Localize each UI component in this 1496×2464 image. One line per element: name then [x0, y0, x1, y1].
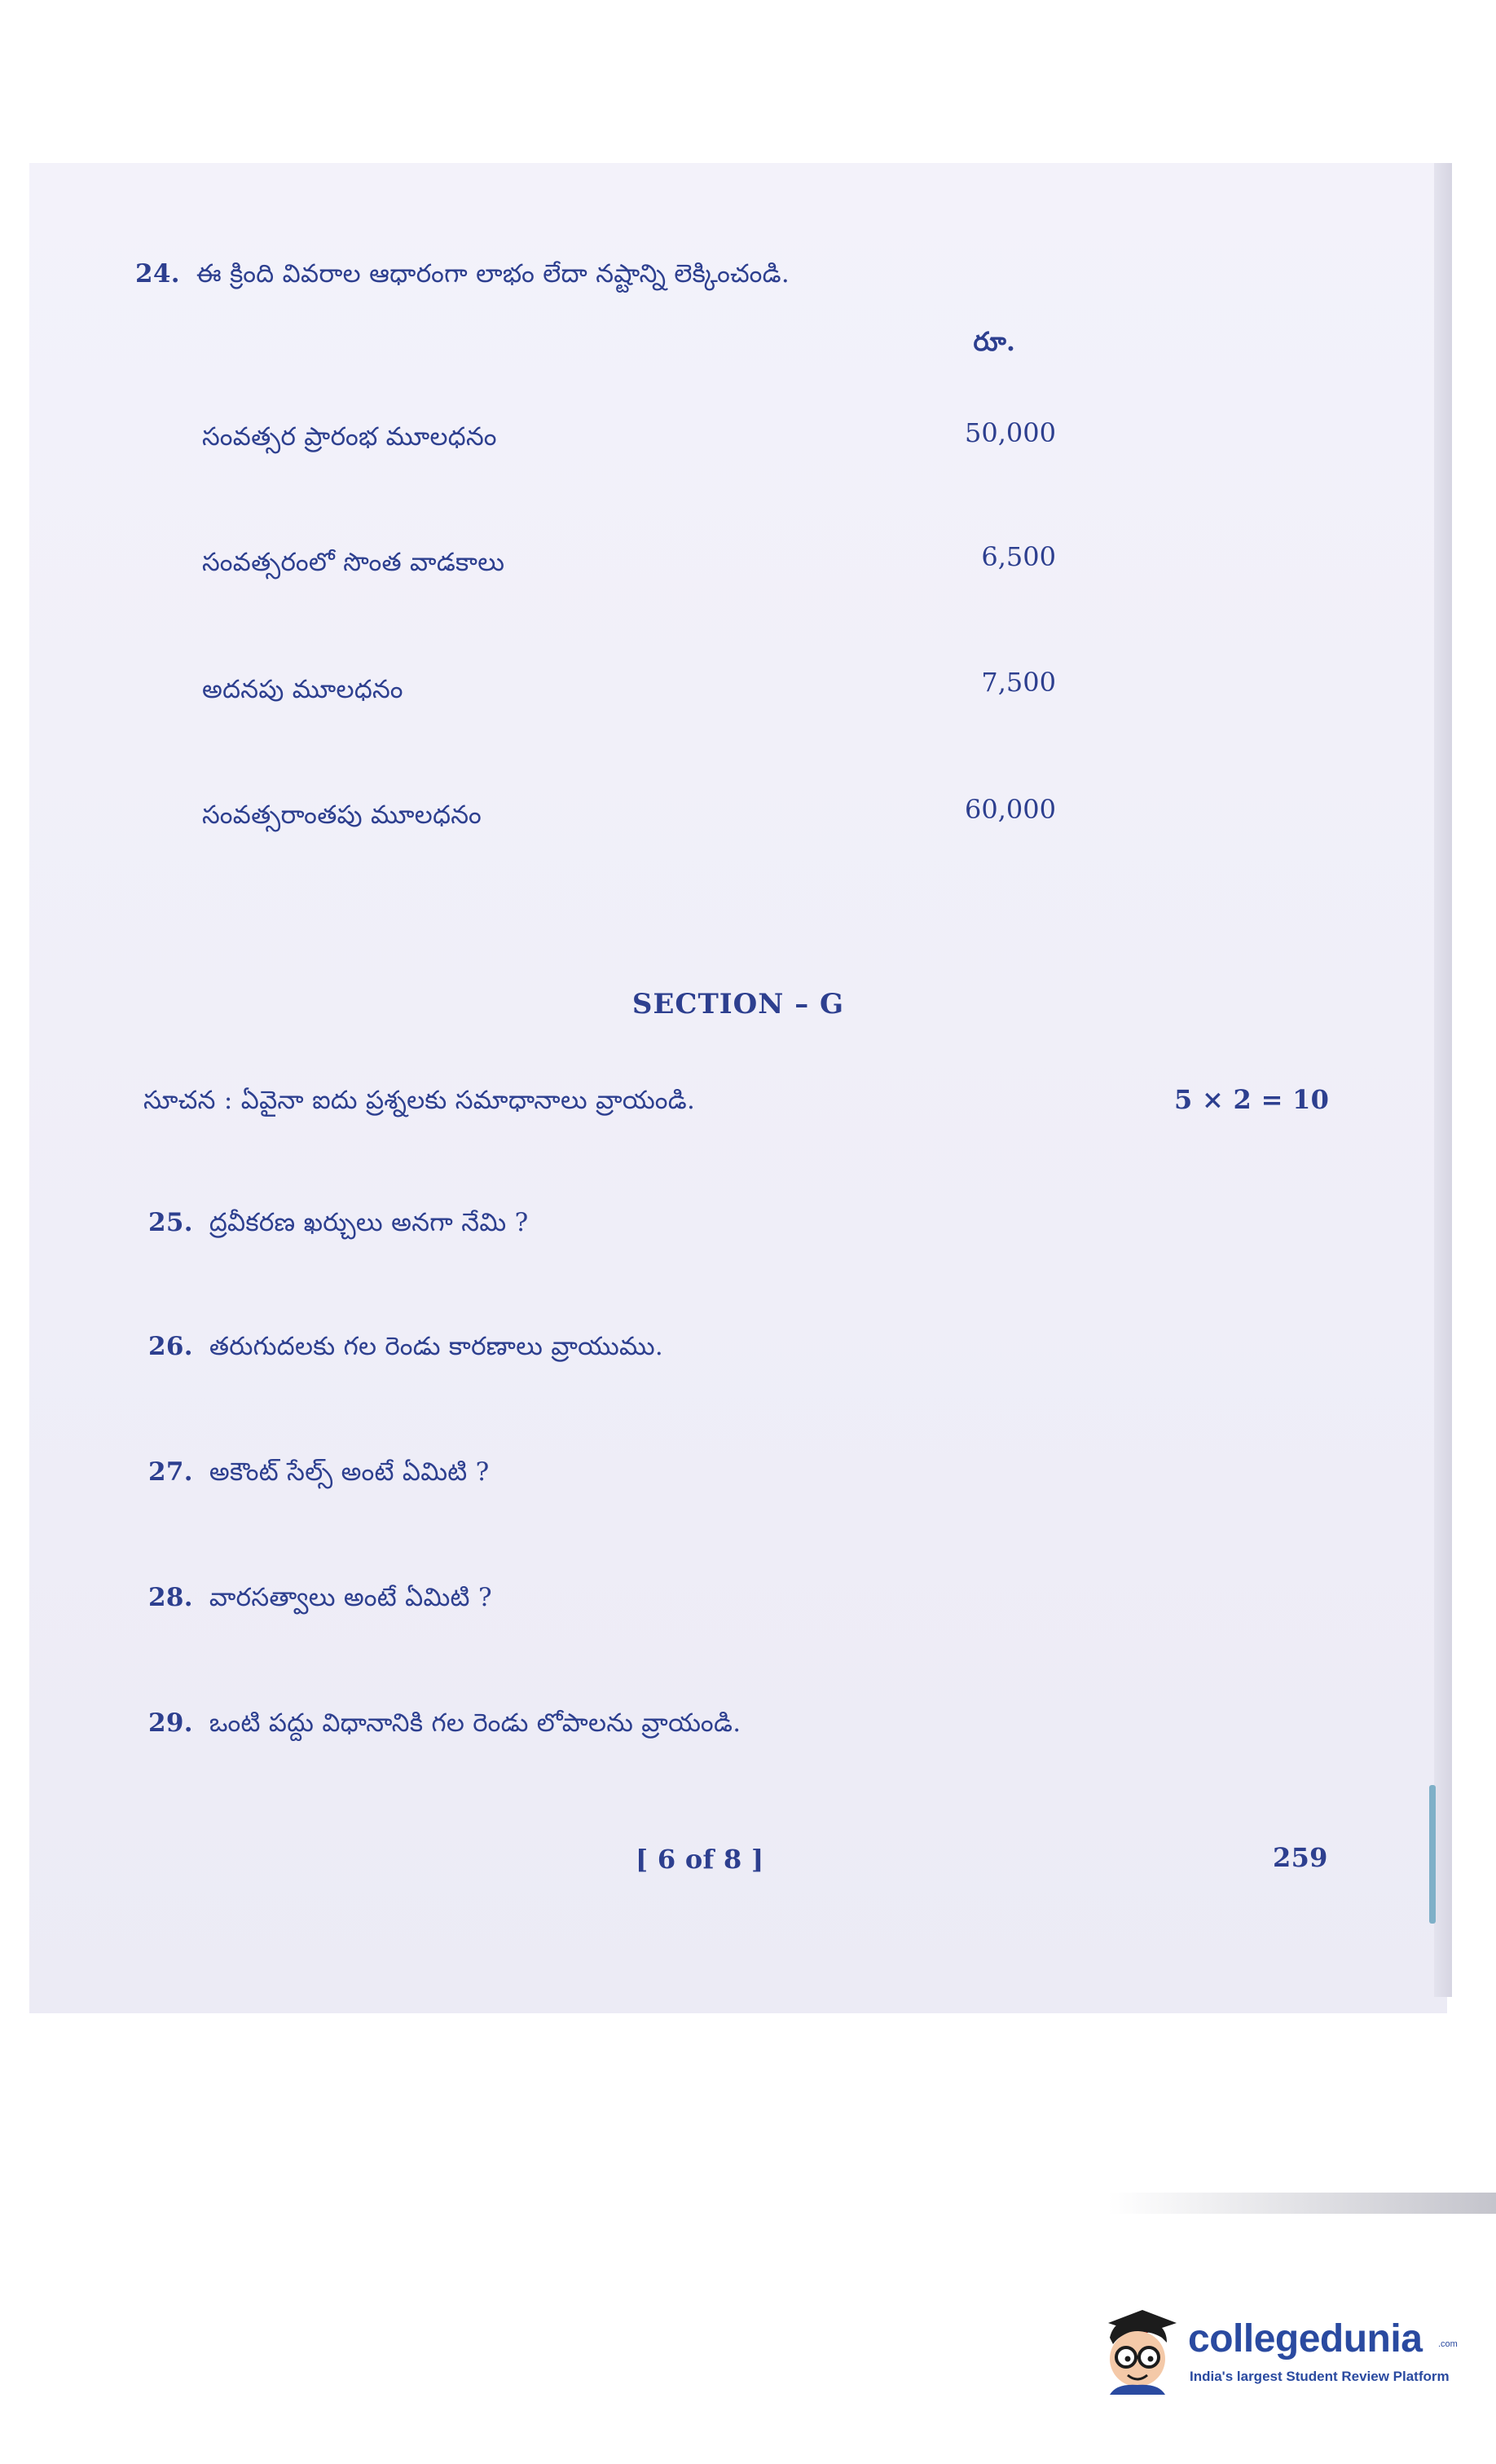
item-label: సంవత్సరాంతపు మూలధనం: [202, 800, 482, 830]
question-26: [148, 1332, 663, 1367]
question-27: [148, 1457, 490, 1492]
scan-shadow: [1108, 2193, 1496, 2214]
question-number: 29.: [148, 1708, 193, 1738]
item-label: సంవత్సరంలో సొంత వాడకాలు: [202, 548, 505, 577]
item-amount: 50,000: [965, 417, 1056, 448]
question-number: 25.: [148, 1208, 193, 1237]
item-label: అదనపు మూలధనం: [202, 675, 403, 704]
section-marks: 5 × 2 = 10: [1174, 1084, 1330, 1115]
item-amount: 7,500: [981, 667, 1056, 698]
collegedunia-logo: [1092, 2305, 1458, 2395]
brand-dotcom: .com: [1438, 2339, 1458, 2349]
item-amount: 60,000: [965, 794, 1056, 825]
question-29: [148, 1708, 741, 1743]
question-text: ఒంటి పద్దు విధానానికి గల రెండు లోపాలను వ్రాయండి.: [209, 1708, 741, 1738]
question-text: ద్రవీకరణ ఖర్చులు అనగా నేమి ?: [209, 1208, 529, 1237]
question-number: 28.: [148, 1583, 193, 1612]
currency-header: రూ.: [973, 326, 1015, 357]
mascot-icon: [1092, 2305, 1181, 2395]
question-text: తరుగుదలకు గల రెండు కారణాలు వ్రాయుము.: [209, 1332, 664, 1361]
section-heading: SECTION – G: [631, 988, 845, 1020]
question-text: ఈ క్రింది వివరాల ఆధారంగా లాభం లేదా నష్టాన్ని లెక్కించండి.: [196, 259, 790, 289]
binder-mark: [1429, 1785, 1436, 1924]
brand-name: collegedunia: [1188, 2317, 1423, 2360]
question-28: [148, 1583, 492, 1618]
question-25: [148, 1208, 529, 1243]
question-number: 26.: [148, 1332, 193, 1361]
question-number: 24.: [135, 259, 180, 289]
item-amount: 6,500: [981, 541, 1056, 572]
question-number: 27.: [148, 1457, 193, 1487]
scanned-page: [29, 163, 1447, 2013]
page-edge: [1434, 163, 1452, 1997]
question-24: [135, 259, 790, 294]
question-text: అకౌంట్ సేల్స్ అంటే ఏమిటి ?: [209, 1457, 490, 1487]
paper-code: 259: [1273, 1842, 1328, 1873]
section-instruction: సూచన : ఏవైనా ఐదు ప్రశ్నలకు సమాధానాలు వ్రాయండి.: [143, 1086, 696, 1115]
item-label: సంవత్సర ప్రారంభ మూలధనం: [202, 422, 497, 452]
question-text: వారసత్వాలు అంటే ఏమిటి ?: [209, 1583, 492, 1612]
brand-tagline: India's largest Student Review Platform: [1190, 2369, 1450, 2384]
page-indicator: [ 6 of 8 ]: [636, 1844, 764, 1875]
